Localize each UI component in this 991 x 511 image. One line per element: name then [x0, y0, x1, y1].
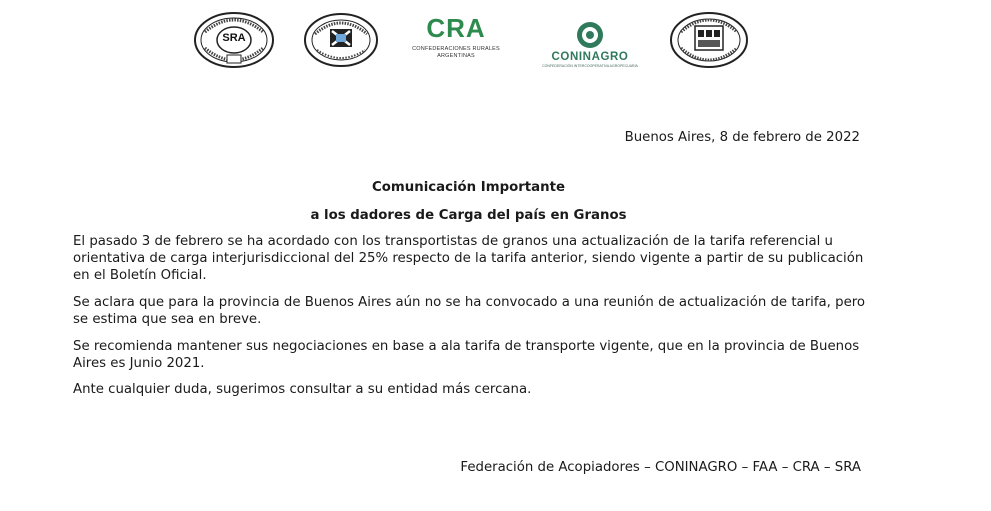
faa-logo — [303, 12, 379, 68]
document-title: Comunicación Importante — [372, 180, 565, 195]
coninagro-tagline: CONFEDERACIÓN INTERCOOPERATIVA AGROPECUARIA — [542, 64, 638, 68]
logo-strip — [0, 8, 991, 70]
sra-logo — [193, 10, 275, 70]
cra-subtitle: CONFEDERACIONES RURALES ARGENTINAS — [412, 46, 500, 59]
coninagro-emblem-icon — [571, 20, 609, 50]
acopiadores-logo — [669, 10, 749, 70]
paragraph-contact: Ante cualquier duda, sugerimos consultar a su entidad más cercana. — [73, 382, 532, 397]
paragraph-buenos-aires: Se aclara que para la provincia de Buenos Aires aún no se ha convocado a una reunión de actualización de tarifa, pero se estima que sea en breve. — [73, 295, 866, 327]
document-signature: Federación de Acopiadores – CONINAGRO – FAA – CRA – SRA — [460, 460, 861, 475]
document-subtitle: a los dadores de Carga del país en Granos — [310, 208, 627, 223]
cra-logo-text: CRA — [426, 13, 486, 43]
paragraph-tariff-update: El pasado 3 de febrero se ha acordado con los transportistas de granos una actualización de la tarifa referencial u orientativa de carga interjurisdiccional del 25% respecto de la tarifa anterior, siendo vigente a partir de su publicación en el Boletín Oficial. — [73, 234, 864, 283]
cra-logo — [404, 14, 508, 70]
paragraph-recommendation: Se recomienda mantener sus negociaciones en base a ala tarifa de transporte vigente, que en la provincia de Buenos Aires es Junio 2021. — [73, 339, 860, 371]
sra-logo-text: SRA — [222, 32, 246, 44]
document-date: Buenos Aires, 8 de febrero de 2022 — [624, 130, 860, 145]
coninagro-logo-text: CONINAGRO — [551, 51, 629, 63]
